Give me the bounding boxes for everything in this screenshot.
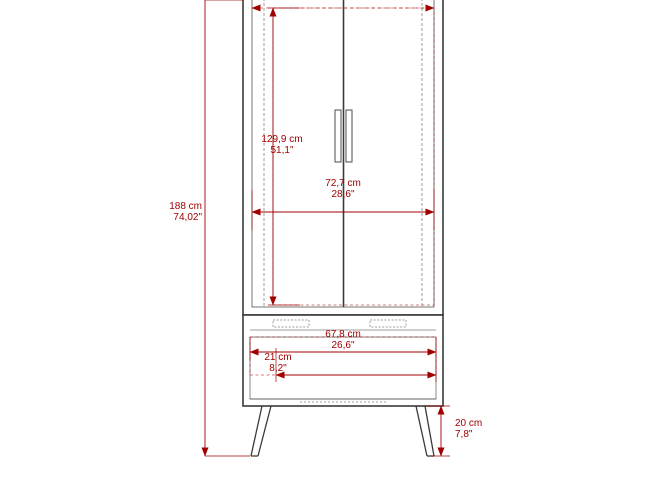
drawer-height-metric: 21 cm (264, 352, 292, 363)
overall-width-metric: 72,7 cm (325, 178, 361, 189)
drawer-width-metric: 67,8 cm (325, 329, 361, 340)
leg-height-imperial: 7,8" (455, 429, 473, 440)
drawer-width-imperial: 26,6" (331, 340, 355, 351)
dimension-door-height (251, 134, 313, 156)
dimension-overall-height (140, 201, 202, 223)
drawer-height-imperial: 8,2" (269, 363, 287, 374)
dimension-drawer-height (251, 352, 305, 374)
door-height-imperial: 51,1" (270, 145, 294, 156)
overall-height-imperial: 74,02" (173, 212, 202, 223)
legs (251, 406, 434, 456)
overall-width-imperial: 28,6" (331, 189, 355, 200)
dimension-leg-height (455, 418, 507, 440)
leg-height-metric: 20 cm (455, 418, 483, 429)
dimension-drawer-width (312, 329, 374, 351)
door-height-metric: 129,9 cm (261, 134, 303, 145)
dimension-overall-width (312, 178, 374, 200)
overall-height-metric: 188 cm (169, 201, 202, 212)
